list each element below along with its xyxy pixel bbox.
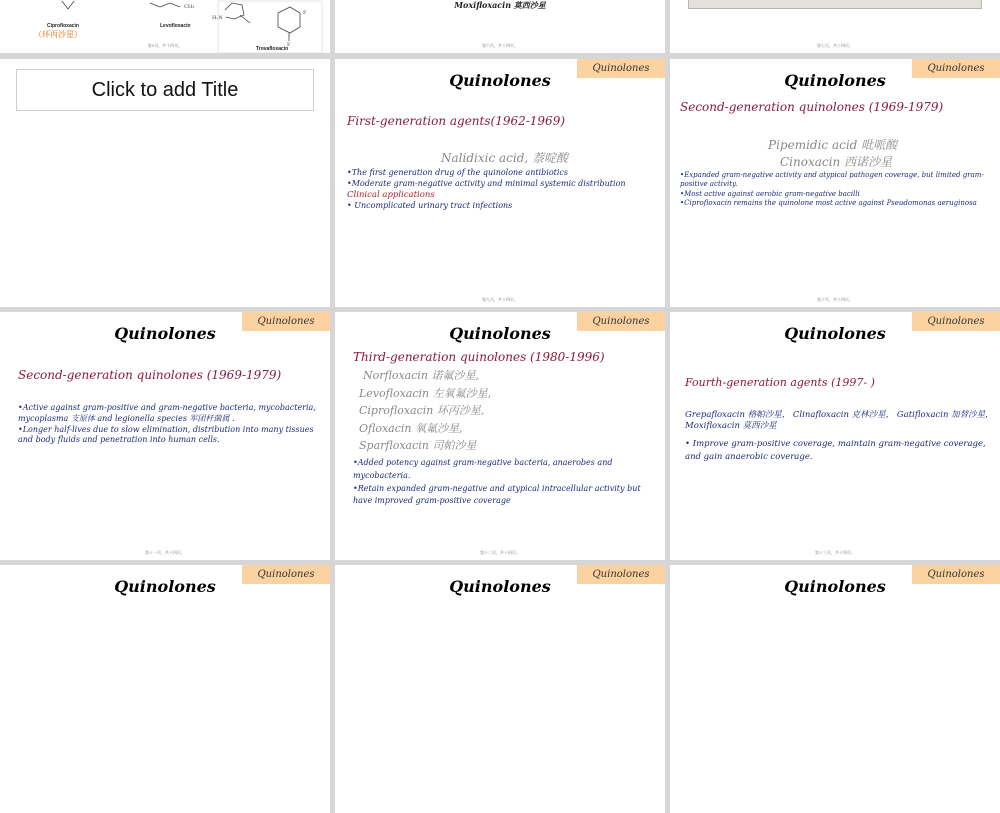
drug-item: Ciprofloxacin 环丙沙星, (359, 404, 485, 417)
bullet-list (680, 171, 992, 209)
chinese-name-label: （环丙沙星） (34, 30, 82, 39)
slide-subtitle: Second-generation quinolones (1969-1979) (680, 100, 944, 114)
drug-names: Grepafloxacin 格帕沙星， Clinafloxacin 克林沙星， Gatifloxacin 加替沙星， Moxifloxacin 莫西沙星 (685, 410, 994, 432)
slide-subtitle: First-generation agents(1962-1969) (347, 114, 566, 128)
slide-footer: 第九页，共十四页。 (482, 297, 518, 302)
slide-footer: 第十三页，共十四页。 (815, 550, 855, 555)
slide-footer: 第六页，共十四页。 (482, 43, 518, 48)
bullet-item: •Longer half-lives due to slow elimination, distribution into many tissues and body fluids and penetration into human cells. (18, 424, 314, 445)
structure-label-ciprofloxacin: Ciprofloxacin (47, 23, 79, 29)
bullet-list (347, 168, 657, 212)
bullet-item: •Ciprofloxacin remains the quinolone most active against Pseudomonas aeruginosa (680, 199, 977, 208)
slide-thumbnail-14[interactable] (0, 565, 330, 813)
quinolones-tag: Quinolones (912, 312, 1000, 331)
drug-item: Ofloxacin 氧氟沙星, (359, 421, 463, 435)
bullet-list (18, 403, 320, 446)
slide-footer: 第十二页，共十四页。 (480, 550, 520, 555)
slide-footer: 第七页，共十四页。 (817, 43, 853, 48)
bullet-list (353, 457, 653, 508)
slide-thumbnail-12[interactable] (335, 312, 665, 560)
h2n-label: H₂N (212, 15, 223, 21)
slide-footer: 第5页，共十四页。 (147, 43, 183, 48)
slide-footer: 第十一页，共十四页。 (145, 550, 185, 555)
drug-list (359, 367, 491, 455)
bullet-item: •Added potency against gram-negative bacteria, anaerobes and mycobacteria. (353, 458, 613, 480)
moxifloxacin-caption: Moxifloxacin 莫西沙星 (454, 0, 546, 10)
fluorine-label-1: F (303, 10, 307, 16)
slide-subtitle: Second-generation quinolones (1969-1979) (18, 368, 282, 382)
quinolones-tag: Quinolones (242, 565, 330, 584)
clinical-applications-heading: Clinical applications (347, 189, 435, 200)
bullet-item: •Moderate gram-negative activity and minimal systemic distribution (347, 178, 626, 188)
quinolones-tag: Quinolones (577, 312, 665, 331)
slide-footer: 第十页，共十四页。 (817, 297, 853, 302)
drug-item: Levofloxacin 左氧氟沙星, (359, 386, 492, 400)
drug-name-1: Pipemidic acid 吡哌酸 (768, 138, 898, 152)
quinolones-tag: Quinolones (912, 59, 1000, 78)
structure-label-trovafloxacin: Trovafloxacin (256, 46, 289, 52)
slide-title: Quinolones (784, 324, 886, 343)
bullet-item: •Retain expanded gram-negative and atypical intracellular activity but have improved gram-positive coverage (353, 483, 641, 506)
bullet-item: •Most active against aerobic gram-negative bacilli (680, 189, 860, 198)
drug-item: Norfloxacin 诺氟沙星, (363, 369, 479, 382)
slide-thumbnail-15[interactable] (335, 565, 665, 813)
slide-thumbnail-5[interactable] (0, 0, 330, 53)
slide-subtitle: Fourth-generation agents (1997- ) (685, 376, 875, 389)
slide-thumbnail-8[interactable] (0, 59, 330, 307)
bullet-item: • Uncomplicated urinary tract infections (347, 201, 513, 211)
slide-title: Quinolones (784, 577, 886, 596)
image-box (688, 0, 982, 9)
slide-thumbnail-16[interactable] (670, 565, 1000, 813)
quinolones-tag: Quinolones (577, 59, 665, 78)
slide-title: Quinolones (114, 577, 216, 596)
drug-name-2: Cinoxacin 西诺沙星 (780, 155, 892, 169)
slide-title: Quinolones (114, 324, 216, 343)
structure-label-levofloxacin: Levofloxacin (160, 23, 191, 29)
drug-item: Sparfloxacin 司帕沙星 (359, 439, 477, 452)
drug-name: Nalidixic acid, 萘啶酸 (441, 151, 569, 165)
slide-thumbnail-6[interactable] (335, 0, 665, 53)
title-placeholder[interactable]: Click to add Title (16, 69, 314, 111)
slide-thumbnail-10[interactable] (670, 59, 1000, 307)
slide-title: Quinolones (784, 71, 886, 90)
slide-thumbnail-13[interactable] (670, 312, 1000, 560)
slide-subtitle: Third-generation quinolones (1980-1996) (353, 350, 605, 364)
ch3-label: CH₃ (184, 4, 195, 10)
quinolones-tag: Quinolones (912, 565, 1000, 584)
slide-thumbnail-9[interactable] (335, 59, 665, 307)
slide-thumbnail-7[interactable] (670, 0, 1000, 53)
slide-title: Quinolones (449, 71, 551, 90)
slide-title: Quinolones (449, 577, 551, 596)
quinolones-tag: Quinolones (577, 565, 665, 584)
slide-title: Quinolones (449, 324, 551, 343)
bullet-item: •Active against gram-positive and gram-negative bacteria, mycobacteria, mycoplasma 支原体 and legionella species 军团杆菌属 . (18, 403, 316, 423)
bullet-item: • Improve gram-positive coverage, maintain gram-negative coverage, and gain anaerobic coverage. (685, 439, 986, 462)
bullet-item: •The first generation drug of the quinolone antibiotics (347, 168, 569, 177)
quinolones-tag: Quinolones (242, 312, 330, 331)
bullet-item: •Expanded gram-negative activity and atypical pathogen coverage, but limited gram-positive activity. (680, 171, 984, 189)
slide-thumbnail-11[interactable] (0, 312, 330, 560)
fluorine-label-2: F (287, 42, 291, 48)
